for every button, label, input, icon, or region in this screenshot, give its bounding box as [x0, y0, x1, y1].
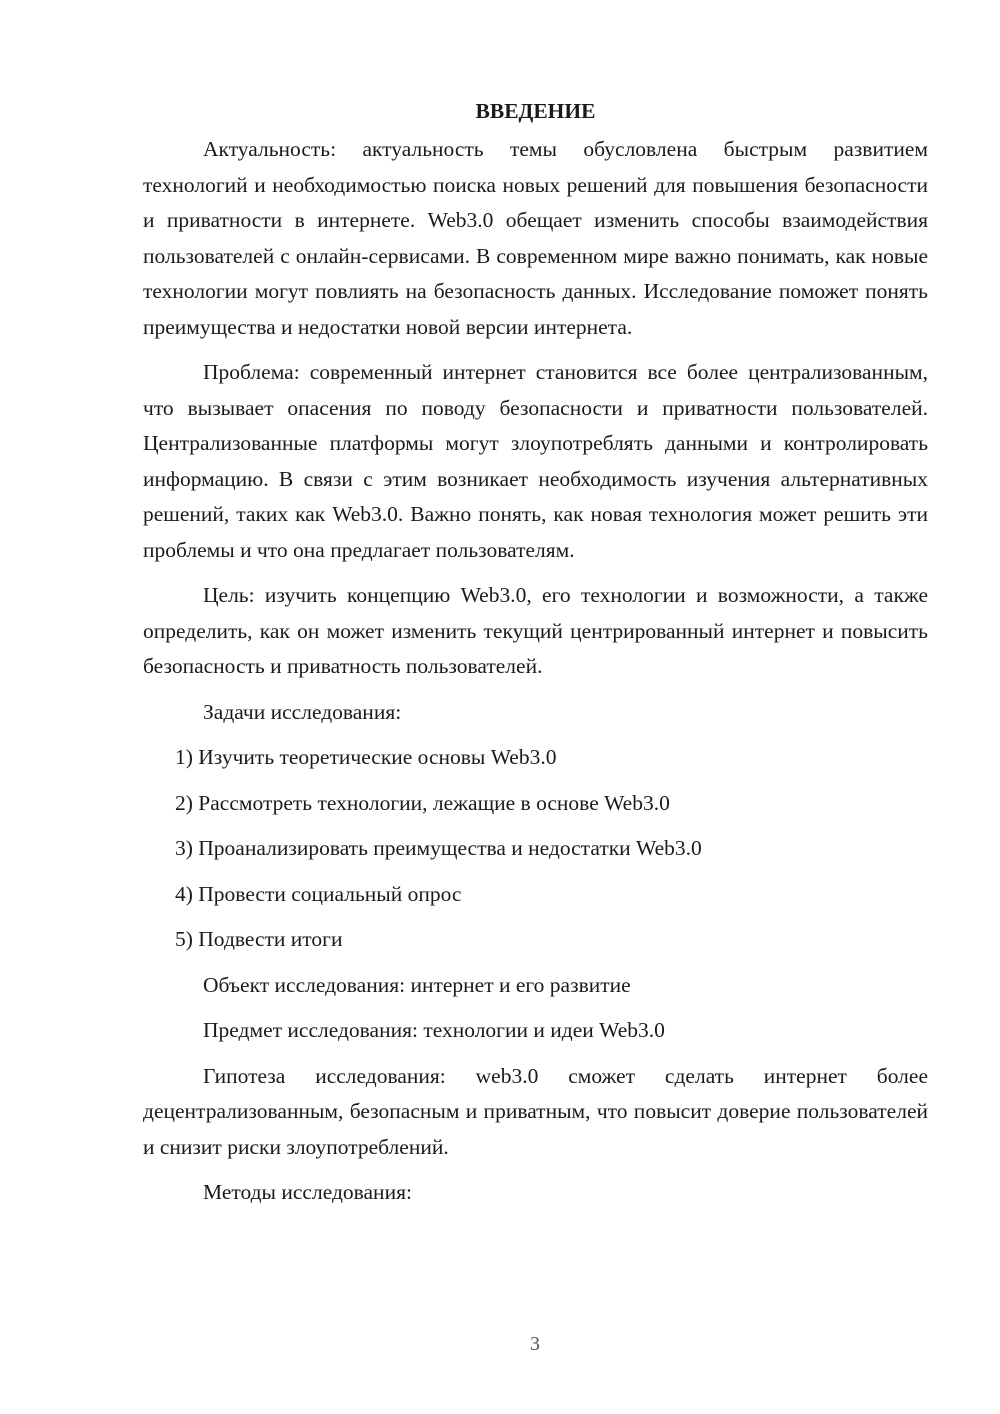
tasks-heading: Задачи исследования:: [203, 699, 402, 724]
task-item-4: 4) Провести социальный опрос: [175, 881, 462, 906]
task-item-5: 5) Подвести итоги: [175, 927, 343, 951]
methods-heading: Методы исследования:: [203, 1180, 412, 1204]
task-item-3: 3) Проанализировать преимущества и недостатки Web3.0: [175, 836, 702, 860]
task-item-2: 2) Рассмотреть технологии, лежащие в основе Web3.0: [175, 790, 670, 815]
task-item-1: 1) Изучить теоретические основы Web3.0: [175, 745, 557, 769]
relevance-paragraph: Актуальность: актуальность темы обусловлена быстрым развитием технологий и необходимостью поиска новых решений для повышения безопасности и приватности в интернете. Web3.0 обещает изменить способы взаимодействия пользователей с онлайн-сервисами. В современном мире важно понимать, как новые технологии могут повлиять на безопасность данных. Исследование поможет понять преимущества и недостатки новой версии интернета.: [143, 137, 928, 339]
tasks-list: [143, 740, 928, 958]
hypothesis-paragraph: Гипотеза исследования: web3.0 сможет сделать интернет более децентрализованным, безопасным и приватным, что повысит доверие пользователей и снизит риски злоупотреблений.: [143, 1063, 928, 1159]
page-number: 3: [530, 1333, 540, 1355]
problem-paragraph: Проблема: современный интернет становится все более централизованным, что вызывает опасения по поводу безопасности и приватности пользователей. Централизованные платформы могут злоупотреблять данными и контролировать информацию. В связи с этим возникает необходимость изучения альтернативных решений, таких как Web3.0. Важно понять, как новая технология может решить эти проблемы и что она предлагает пользователям.: [143, 360, 928, 562]
section-title: ВВЕДЕНИЕ: [475, 99, 596, 123]
page-body: [143, 96, 928, 1221]
subject-paragraph: Предмет исследования: технологии и идеи Web3.0: [203, 1018, 665, 1042]
goal-paragraph: Цель: изучить концепцию Web3.0, его технологии и возможности, а также определить, как он может изменить текущий центрированный интернет и повысить безопасность и приватность пользователей.: [143, 583, 928, 678]
object-paragraph: Объект исследования: интернет и его развитие: [203, 972, 631, 997]
